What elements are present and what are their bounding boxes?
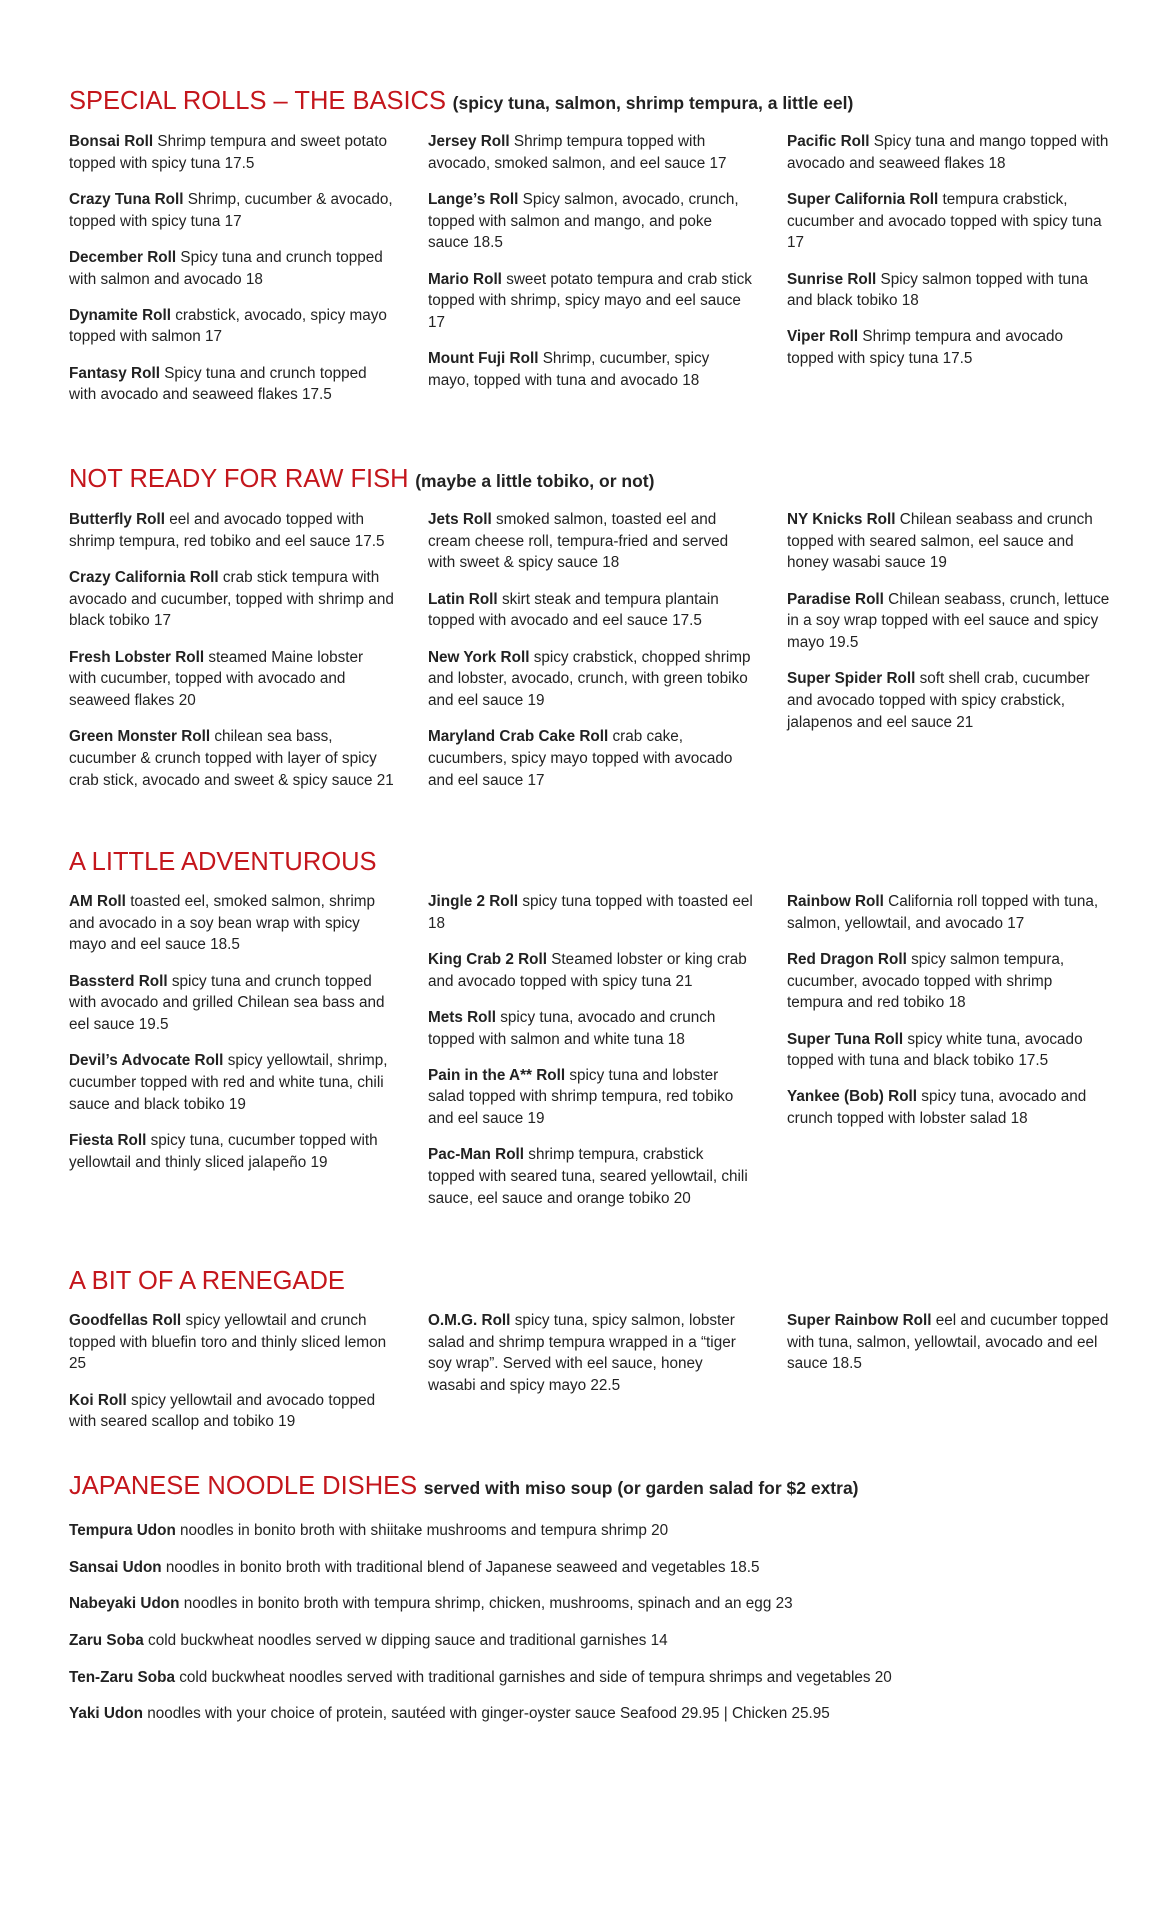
section-subtitle: (maybe a little tobiko, or not) [415, 471, 655, 491]
item-description: spicy tuna, avocado and crunch topped with salmon and white tuna 18 [428, 1008, 716, 1048]
item-name: Zaru Soba [69, 1632, 144, 1650]
item-name: NY Knicks Roll [787, 511, 896, 528]
menu-item [787, 269, 1112, 312]
menu-column-1 [69, 1310, 394, 1448]
menu-item [428, 131, 753, 174]
item-name: Green Monster Roll [69, 728, 211, 746]
item-description: cold buckwheat noodles served with traditional garnishes and side of tempura shrimps and vegetables 20 [179, 1668, 892, 1686]
item-description: noodles in bonito broth with shiitake mushrooms and tempura shrimp 20 [180, 1522, 669, 1539]
item-name: Butterfly Roll [69, 511, 166, 528]
noodle-item [69, 1631, 1109, 1651]
item-description: shrimp tempura, crabstick topped with seared tuna, seared yellowtail, chili sauce, eel sauce and orange tobiko 20 [428, 1146, 748, 1207]
item-name: Super Rainbow Roll [787, 1312, 932, 1329]
item-description: toasted eel, smoked salmon, shrimp and avocado in a soy bean wrap with spicy mayo and eel sauce 18.5 [69, 893, 376, 954]
item-name: Pain in the A** Roll [428, 1066, 566, 1084]
item-name: Lange’s Roll [428, 190, 519, 208]
menu-item [428, 348, 753, 391]
menu-item [787, 1029, 1112, 1072]
noodle-item [69, 1668, 1109, 1688]
menu-item [787, 1310, 1112, 1375]
menu-item [787, 891, 1112, 934]
menu-item [787, 131, 1112, 174]
menu-column-2 [428, 1310, 753, 1411]
item-name: Crazy Tuna Roll [69, 190, 184, 208]
item-description: noodles in bonito broth with traditional blend of Japanese seaweed and vegetables 18.5 [165, 1558, 760, 1576]
item-name: Bassterd Roll [69, 972, 168, 990]
menu-column-3 [787, 509, 1112, 748]
menu-item [787, 1086, 1112, 1129]
item-description: steamed Maine lobster with cucumber, topped with avocado and seaweed flakes 20 [69, 648, 364, 709]
menu-column-3 [787, 891, 1112, 1144]
menu-item [428, 726, 753, 791]
menu-item [428, 891, 753, 934]
item-name: Crazy California Roll [69, 568, 219, 586]
item-name: Mount Fuji Roll [428, 350, 539, 368]
item-description: crabstick, avocado, spicy mayo topped with salmon 17 [69, 306, 387, 346]
item-description: noodles in bonito broth with tempura shrimp, chicken, mushrooms, spinach and an egg 23 [183, 1595, 793, 1613]
item-name: Super Tuna Roll [787, 1030, 904, 1048]
noodle-item [69, 1594, 1109, 1614]
section-subtitle: served with miso soup (or garden salad for $2 extra) [423, 1478, 859, 1498]
menu-item [69, 1050, 394, 1115]
item-description: Spicy salmon topped with tuna and black tobiko 18 [787, 270, 1088, 310]
menu-item [428, 269, 753, 334]
menu-item [69, 1390, 394, 1433]
item-description: Shrimp, cucumber, spicy mayo, topped with tuna and avocado 18 [428, 350, 710, 389]
item-name: Latin Roll [428, 590, 498, 608]
item-description: soft shell crab, cucumber and avocado topped with spicy crabstick, jalapenos and eel sauce 21 [787, 670, 1090, 731]
item-name: Jets Roll [428, 511, 492, 528]
item-description: spicy crabstick, chopped shrimp and lobster, avocado, crunch, with green tobiko and eel sauce 19 [428, 648, 751, 709]
menu-column-3 [787, 1310, 1112, 1390]
menu-item [787, 949, 1112, 1014]
item-name: Yaki Udon [69, 1705, 143, 1723]
item-description: Shrimp tempura and avocado topped with spicy tuna 17.5 [787, 328, 1064, 368]
item-description: Spicy tuna and mango topped with avocado and seaweed flakes 18 [787, 133, 1109, 172]
item-name: Fiesta Roll [69, 1131, 147, 1149]
item-description: smoked salmon, toasted eel and cream cheese roll, tempura-fried and served with sweet & spicy sauce 18 [428, 511, 729, 572]
item-description: cold buckwheat noodles served w dipping sauce and traditional garnishes 14 [148, 1632, 668, 1650]
item-name: Devil’s Advocate Roll [69, 1052, 224, 1070]
item-name: Super California Roll [787, 190, 939, 208]
item-description: tempura crabstick, cucumber and avocado topped with spicy tuna 17 [787, 190, 1102, 252]
item-name: Fantasy Roll [69, 364, 160, 382]
item-description: spicy tuna topped with toasted eel 18 [428, 893, 753, 932]
item-name: Super Spider Roll [787, 670, 916, 688]
item-description: Spicy salmon, avocado, crunch, topped with salmon and mango, and poke sauce 18.5 [428, 190, 739, 252]
menu-item [428, 1007, 753, 1050]
item-name: Koi Roll [69, 1391, 127, 1409]
item-name: Nabeyaki Udon [69, 1595, 180, 1613]
menu-item [428, 589, 753, 632]
menu-item [69, 189, 394, 232]
item-name: Ten-Zaru Soba [69, 1668, 175, 1686]
item-description: Shrimp tempura topped with avocado, smoked salmon, and eel sauce 17 [428, 133, 727, 172]
section-heading [69, 1266, 1109, 1297]
item-name: Pacific Roll [787, 133, 870, 150]
item-description: Chilean seabass and crunch topped with seared salmon, eel sauce and honey wasabi sauce 19 [787, 511, 1093, 572]
item-description: Spicy tuna and crunch topped with salmon and avocado 18 [69, 248, 383, 288]
menu-column-1 [69, 891, 394, 1188]
menu-item [787, 326, 1112, 369]
item-description: spicy yellowtail and avocado topped with seared scallop and tobiko 19 [69, 1391, 376, 1431]
menu-item [428, 1310, 753, 1397]
section-special-rolls [69, 86, 1109, 404]
item-name: Sansai Udon [69, 1558, 162, 1576]
menu-item [428, 949, 753, 992]
item-name: O.M.G. Roll [428, 1312, 511, 1329]
menu-item [428, 1144, 753, 1209]
item-name: Jersey Roll [428, 133, 510, 150]
item-description: spicy yellowtail, shrimp, cucumber topped with red and white tuna, chili sauce and black tobiko 19 [69, 1052, 388, 1113]
section-heading [69, 1471, 1109, 1503]
item-name: Yankee (Bob) Roll [787, 1088, 918, 1106]
menu-item [787, 509, 1112, 574]
item-name: Rainbow Roll [787, 893, 884, 910]
item-name: Goodfellas Roll [69, 1312, 182, 1329]
item-name: Tempura Udon [69, 1522, 176, 1539]
menu-column-2 [428, 131, 753, 406]
section-a-bit-of-a-renegade [69, 1266, 1109, 1431]
menu-item [69, 567, 394, 632]
menu-item [428, 647, 753, 712]
item-description: California roll topped with tuna, salmon, yellowtail, and avocado 17 [787, 893, 1099, 932]
item-description: spicy tuna, cucumber topped with yellowtail and thinly sliced jalapeño 19 [69, 1131, 378, 1171]
item-description: Shrimp tempura and sweet potato topped with spicy tuna 17.5 [69, 133, 387, 172]
item-description: spicy white tuna, avocado topped with tuna and black tobiko 17.5 [787, 1030, 1083, 1070]
item-name: Maryland Crab Cake Roll [428, 728, 609, 746]
menu-column-1 [69, 509, 394, 806]
section-title: NOT READY FOR RAW FISH [69, 465, 409, 493]
item-name: Sunrise Roll [787, 270, 877, 288]
item-description: sweet potato tempura and crab stick topped with shrimp, spicy mayo and eel sauce 17 [428, 270, 752, 331]
section-title: JAPANESE NOODLE DISHES [69, 1472, 418, 1500]
menu-item [69, 1130, 394, 1173]
section-heading [69, 86, 1109, 118]
item-name: Pac-Man Roll [428, 1146, 525, 1164]
noodle-item [69, 1704, 1109, 1724]
item-description: spicy tuna, avocado and crunch topped with lobster salad 18 [787, 1088, 1087, 1128]
item-description: spicy salmon tempura, cucumber, avocado topped with shrimp tempura and red tobiko 18 [787, 950, 1065, 1012]
item-description: spicy yellowtail and crunch topped with bluefin toro and thinly sliced lemon 25 [69, 1312, 387, 1373]
item-description: Shrimp, cucumber & avocado, topped with spicy tuna 17 [69, 190, 393, 230]
menu-item [787, 668, 1112, 733]
item-name: Mets Roll [428, 1008, 496, 1026]
noodle-item [69, 1558, 1109, 1578]
section-not-ready-for-raw-fish [69, 464, 1110, 789]
menu-item [69, 1310, 394, 1375]
item-description: spicy tuna and lobster salad topped with shrimp tempura, red tobiko and eel sauce 19 [428, 1066, 734, 1128]
item-name: Mario Roll [428, 270, 502, 288]
item-name: King Crab 2 Roll [428, 950, 547, 968]
item-description: spicy tuna and crunch topped with avocado and grilled Chilean sea bass and eel sauce 19.5 [69, 972, 385, 1034]
menu-item [69, 647, 394, 712]
menu-item [428, 189, 753, 254]
menu-item [787, 589, 1112, 654]
item-description: Spicy tuna and crunch topped with avocado and seaweed flakes 17.5 [69, 364, 367, 404]
menu-item [69, 131, 394, 174]
section-title: A LITTLE ADVENTUROUS [69, 848, 377, 876]
menu-item [69, 726, 394, 791]
menu-item [69, 891, 394, 956]
menu-item [69, 971, 394, 1036]
item-name: Dynamite Roll [69, 306, 171, 324]
menu-column-3 [787, 131, 1112, 384]
menu-column-1 [69, 131, 394, 421]
item-description: Chilean seabass, crunch, lettuce in a soy wrap topped with eel sauce and spicy mayo 19.5 [787, 590, 1110, 652]
item-name: Jingle 2 Roll [428, 893, 519, 910]
section-title: A BIT OF A RENEGADE [69, 1267, 345, 1295]
item-description: crab cake, cucumbers, spicy mayo topped with avocado and eel sauce 17 [428, 728, 733, 789]
menu-item [69, 363, 394, 406]
item-name: New York Roll [428, 648, 530, 666]
item-description: noodles with your choice of protein, sautéed with ginger-oyster sauce Seafood 29.95 | Chicken 25.95 [147, 1705, 830, 1723]
item-name: Fresh Lobster Roll [69, 648, 205, 666]
noodle-item [69, 1521, 1109, 1541]
item-description: chilean sea bass, cucumber & crunch topped with layer of spicy crab stick, avocado and sweet & spicy sauce 21 [69, 728, 394, 789]
item-description: eel and cucumber topped with tuna, salmon, yellowtail, avocado and eel sauce 18.5 [787, 1312, 1109, 1373]
noodle-list [69, 1521, 1109, 1724]
menu-item [69, 305, 394, 348]
item-name: AM Roll [69, 893, 126, 910]
section-a-little-adventurous [69, 847, 1109, 1207]
menu-item [428, 509, 753, 574]
item-description: crab stick tempura with avocado and cucumber, topped with shrimp and black tobiko 17 [69, 568, 394, 630]
item-name: Bonsai Roll [69, 133, 154, 150]
item-name: Red Dragon Roll [787, 950, 907, 968]
menu-item [69, 247, 394, 290]
item-description: spicy tuna, spicy salmon, lobster salad and shrimp tempura wrapped in a “tiger soy wrap”. Served with eel sauce, honey wasabi and spicy mayo 22.5 [428, 1312, 736, 1395]
section-japanese-noodle-dishes [69, 1471, 1109, 1741]
item-name: December Roll [69, 248, 177, 266]
item-description: eel and avocado topped with shrimp tempura, red tobiko and eel sauce 17.5 [69, 511, 385, 550]
menu-column-2 [428, 891, 753, 1224]
item-name: Paradise Roll [787, 590, 884, 608]
menu-item [787, 189, 1112, 254]
item-description: skirt steak and tempura plantain topped with avocado and eel sauce 17.5 [428, 590, 719, 630]
section-subtitle: (spicy tuna, salmon, shrimp tempura, a little eel) [452, 93, 854, 113]
section-title: SPECIAL ROLLS – THE BASICS [69, 87, 446, 115]
item-name: Viper Roll [787, 328, 859, 346]
item-description: Steamed lobster or king crab and avocado topped with spicy tuna 21 [428, 950, 747, 990]
section-heading [69, 847, 1109, 878]
menu-item [428, 1065, 753, 1130]
menu-item [69, 509, 394, 552]
section-heading [69, 464, 1109, 496]
menu-column-2 [428, 509, 753, 806]
